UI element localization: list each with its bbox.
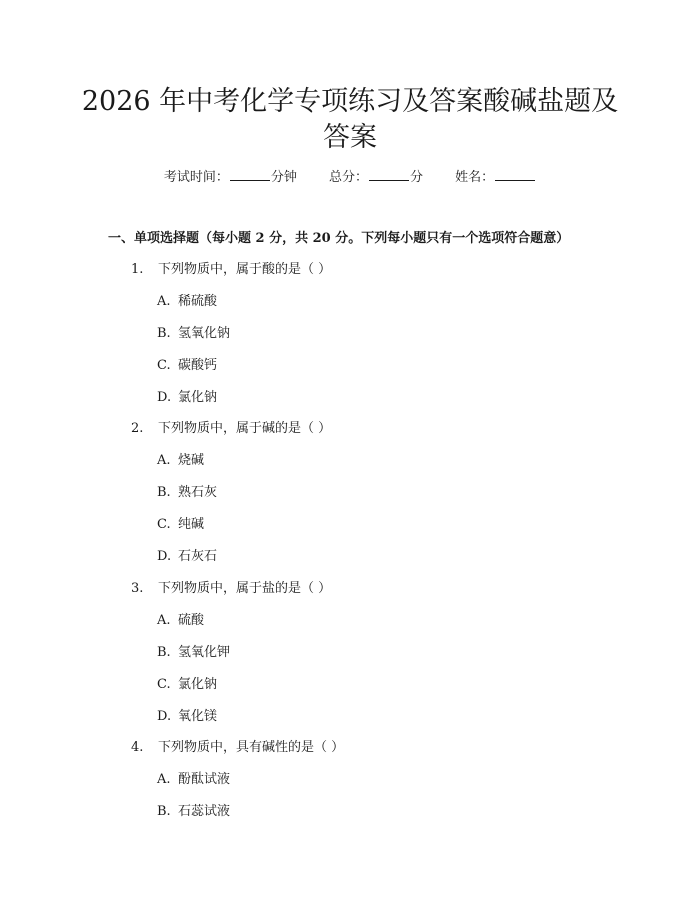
option-text: 碳酸钙 (178, 358, 218, 373)
question-2-option-b (157, 484, 217, 502)
option-letter: B. (157, 326, 171, 341)
option-letter: D. (157, 709, 172, 724)
option-letter: C. (157, 517, 171, 532)
name-blank (495, 168, 535, 181)
question-text: 下列物质中，具有碱性的是（ ） (158, 740, 345, 755)
total-score-label: 总分： (328, 170, 368, 185)
name-group (455, 168, 536, 187)
option-text: 烧碱 (178, 453, 205, 468)
question-1-option-d (157, 389, 217, 407)
question-3-option-d (157, 708, 217, 726)
question-text: 下列物质中，属于酸的是（ ） (158, 262, 332, 277)
question-3 (131, 580, 331, 598)
exam-time-unit: 分钟 (270, 170, 297, 185)
option-text: 氢氧化钠 (178, 326, 231, 341)
option-text: 硫酸 (178, 613, 205, 628)
question-4 (131, 739, 344, 757)
option-letter: B. (157, 645, 171, 660)
option-text: 熟石灰 (178, 485, 218, 500)
document-title (80, 84, 620, 156)
option-letter: C. (157, 358, 171, 373)
title-line-1: 2026 年中考化学专项练习及答案酸碱盐题及 (81, 86, 619, 117)
option-text: 石灰石 (178, 549, 218, 564)
name-label: 姓名： (455, 170, 495, 185)
question-text: 下列物质中，属于盐的是（ ） (158, 581, 332, 596)
option-letter: B. (157, 804, 171, 819)
total-score-group (329, 168, 423, 187)
section-heading: 一、单项选择题（每小题 2 分，共 20 分。下列每小题只有一个选项符合题意） (108, 231, 570, 246)
question-1-option-b (157, 325, 230, 343)
option-letter: A. (157, 294, 171, 309)
option-letter: A. (157, 613, 171, 628)
option-letter: D. (157, 390, 172, 405)
option-text: 纯碱 (178, 517, 205, 532)
question-number: 2. (131, 421, 144, 436)
option-letter: D. (157, 549, 172, 564)
title-line-2: 答案 (323, 122, 377, 153)
option-text: 石蕊试液 (178, 804, 231, 819)
option-text: 酚酞试液 (178, 772, 231, 787)
question-1 (131, 261, 331, 279)
question-number: 1. (131, 262, 144, 277)
question-text: 下列物质中，属于碱的是（ ） (158, 421, 332, 436)
exam-time-blank (230, 168, 270, 181)
option-text: 氯化钠 (178, 677, 218, 692)
option-text: 氧化镁 (178, 709, 218, 724)
question-1-option-c (157, 357, 217, 375)
question-1-option-a (157, 293, 217, 311)
question-2-option-d (157, 548, 217, 566)
total-score-blank (369, 168, 409, 181)
question-4-option-a (157, 771, 230, 789)
question-4-option-b (157, 803, 230, 821)
question-2-option-c (157, 516, 204, 534)
question-2 (131, 420, 331, 438)
question-3-option-a (157, 612, 204, 630)
question-number: 4. (131, 740, 144, 755)
exam-info-row (0, 168, 700, 187)
question-number: 3. (131, 581, 144, 596)
total-score-unit: 分 (410, 170, 424, 185)
option-text: 稀硫酸 (178, 294, 218, 309)
option-letter: B. (157, 485, 171, 500)
option-letter: A. (157, 772, 171, 787)
option-letter: A. (157, 453, 171, 468)
question-2-option-a (157, 452, 204, 470)
option-letter: C. (157, 677, 171, 692)
exam-time-label: 考试时间： (163, 170, 229, 185)
question-3-option-b (157, 644, 230, 662)
question-3-option-c (157, 676, 217, 694)
option-text: 氯化钠 (178, 390, 218, 405)
exam-time-group (164, 168, 297, 187)
option-text: 氢氧化钾 (178, 645, 231, 660)
